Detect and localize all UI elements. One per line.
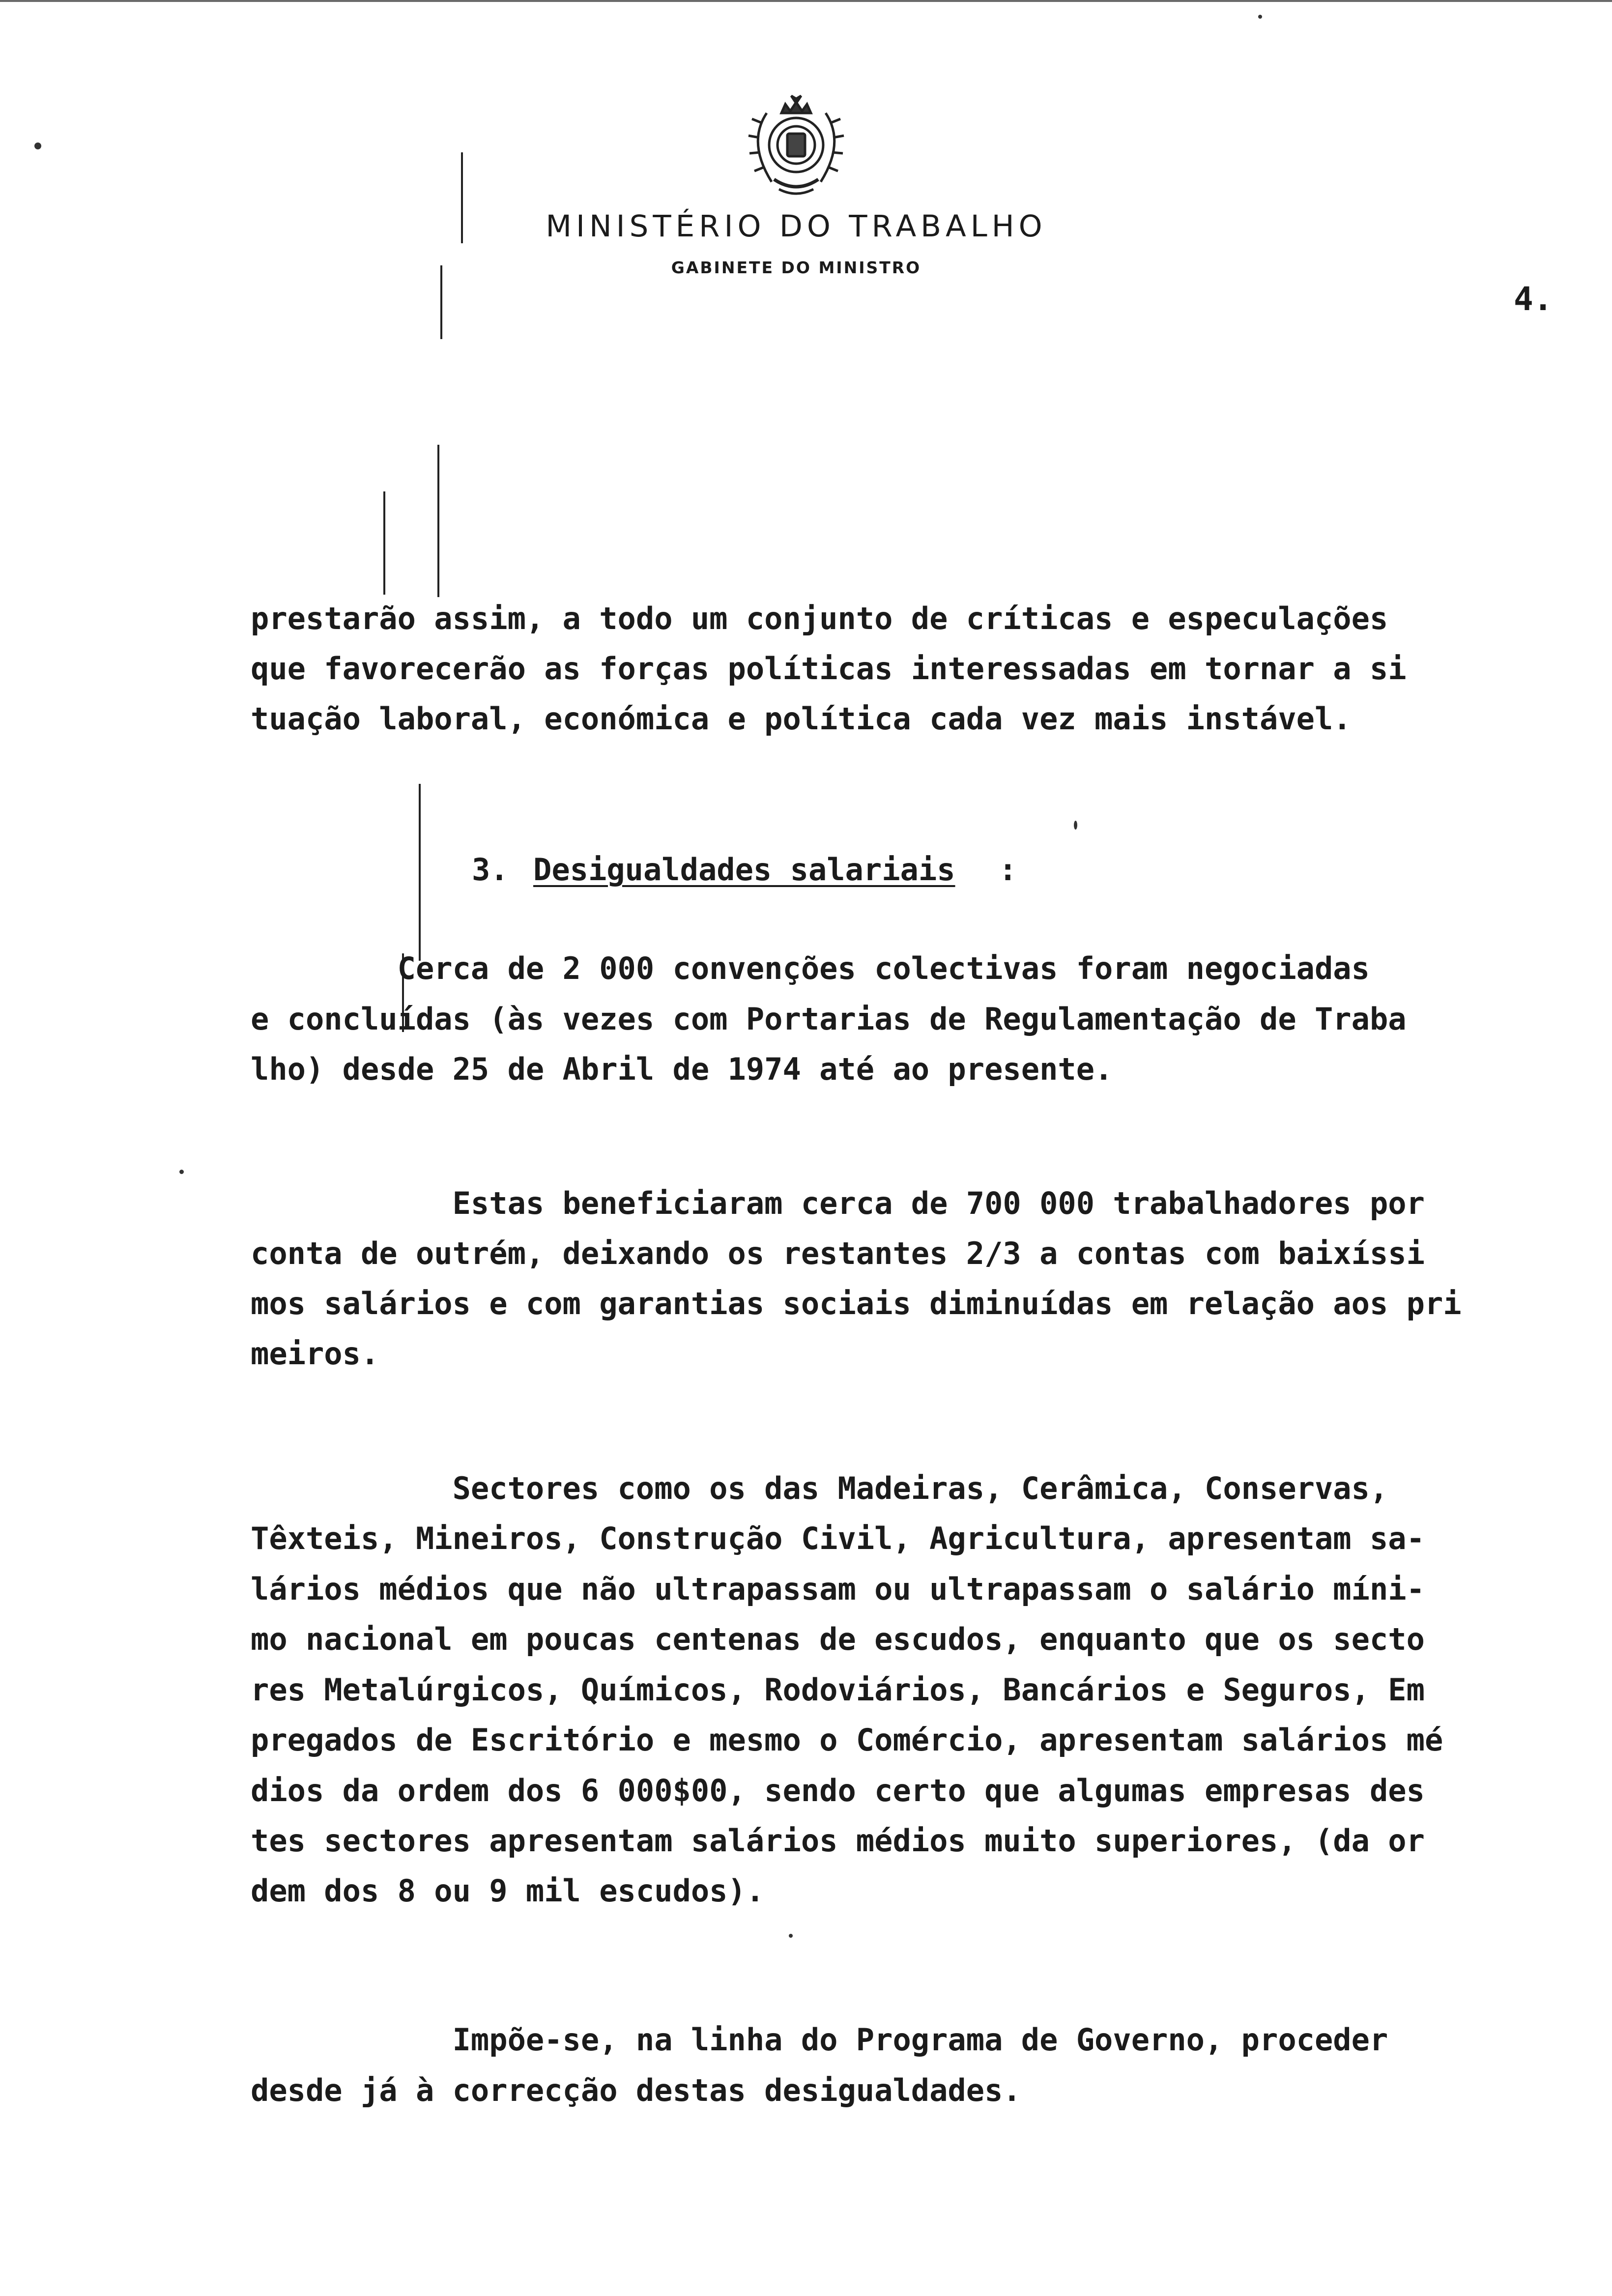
dust-speck [179,1170,184,1174]
margin-mark [383,491,385,595]
body-line: lho) desde 25 de Abril de 1974 até ao presente. [251,1051,1113,1087]
dust-speck [789,1934,793,1938]
body-line: dios da ordem dos 6 000$00, sendo certo que algumas empresas des [251,1773,1425,1808]
body-line: res Metalúrgicos, Químicos, Rodoviários, Bancários e Seguros, Em [251,1672,1425,1708]
page-number: 4. [1514,280,1553,318]
office-name: GABINETE DO MINISTRO [671,258,921,277]
body-line: tes sectores apresentam salários médios muito superiores, (da or [251,1823,1425,1859]
section-number: 3. [472,852,509,888]
margin-mark [461,152,463,243]
margin-mark [419,784,421,961]
body-line: Têxteis, Mineiros, Construção Civil, Agricultura, apresentam sa- [251,1521,1425,1556]
margin-mark [440,265,442,339]
body-line: mos salários e com garantias sociais diminuídas em relação aos pri [251,1286,1462,1321]
body-line: pregados de Escritório e mesmo o Comércio, apresentam salários mé [251,1722,1443,1758]
body-line: Cerca de 2 000 convenções colectivas foram negociadas [251,950,1370,986]
ministry-name: MINISTÉRIO DO TRABALHO [546,209,1047,244]
body-line: tuação laboral, económica e política cada vez mais instável. [251,701,1352,737]
coat-of-arms-icon [732,93,860,201]
margin-mark [437,445,439,597]
body-line: conta de outrém, deixando os restantes 2/3 a contas com baixíssi [251,1235,1425,1271]
body-line: que favorecerão as forças políticas interessadas em tornar a si [251,651,1407,687]
dust-speck [1258,15,1262,19]
body-line: mo nacional em poucas centenas de escudos, enquanto que os secto [251,1621,1425,1657]
body-line: meiros. [251,1336,379,1372]
body-line: prestarão assim, a todo um conjunto de críticas e especulações [251,601,1388,636]
body-line: Impõe-se, na linha do Programa de Governo, proceder [251,2022,1388,2058]
section-heading [533,852,955,888]
section-heading-colon: : [999,852,1017,888]
body-line: dem dos 8 ou 9 mil escudos). [251,1873,765,1909]
body-line: Estas beneficiaram cerca de 700 000 trabalhadores por [251,1185,1425,1221]
section-heading-text: Desigualdades salariais [533,852,955,888]
body-line: Sectores como os das Madeiras, Cerâmica, Conservas, [251,1470,1388,1506]
body-line: lários médios que não ultrapassam ou ultrapassam o salário míni- [251,1571,1425,1607]
dust-speck [34,143,41,149]
body-line: e concluídas (às vezes com Portarias de Regulamentação de Traba [251,1001,1407,1037]
body-line: desde já à correcção destas desigualdades. [251,2072,1021,2108]
dust-speck [1074,821,1077,830]
page-top-edge [0,0,1612,2]
